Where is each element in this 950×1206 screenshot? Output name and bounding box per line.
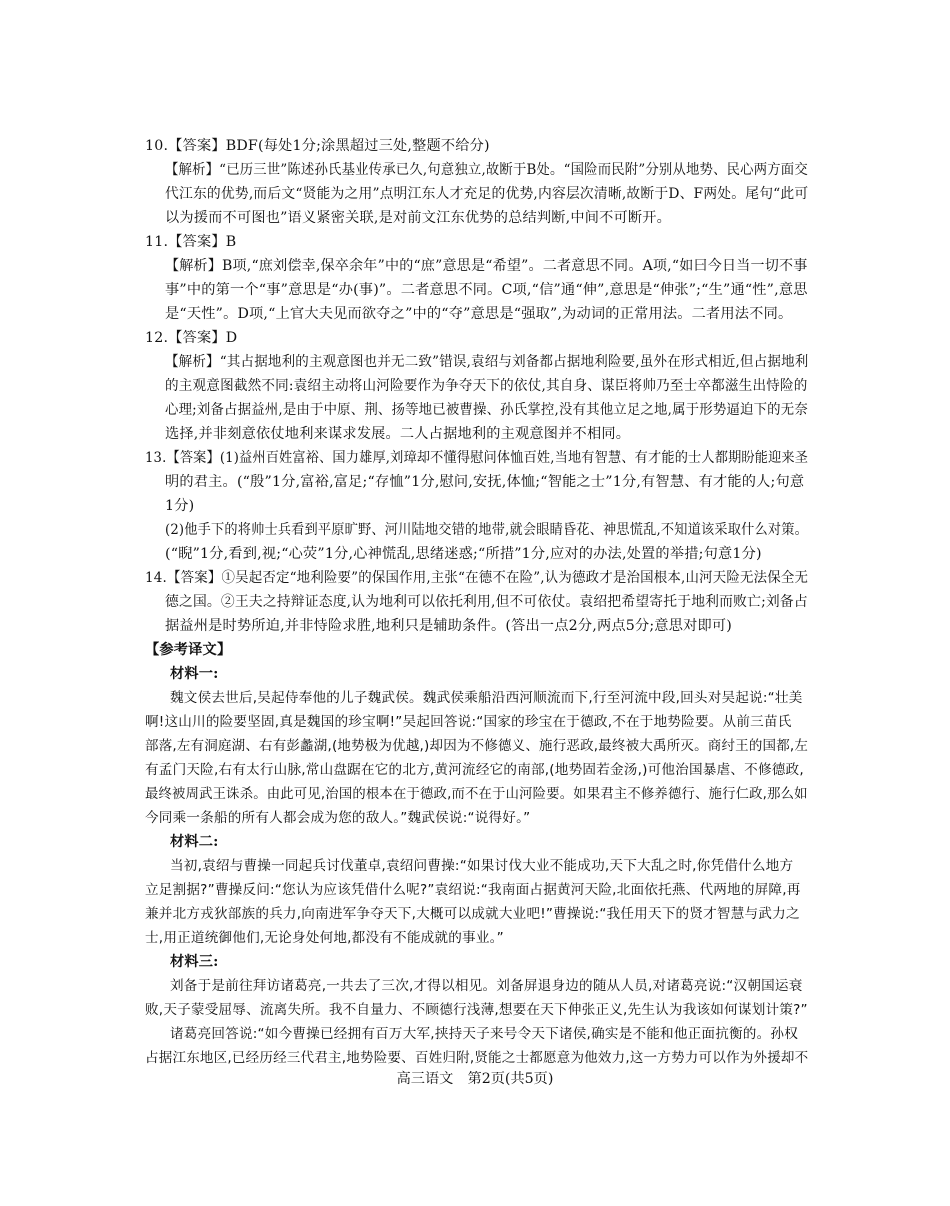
- text-line: 败,天子蒙受屈辱、流离失所。我不自量力、不顾德行浅薄,想要在天下伸张正义,先生认为我该如何谋划计策?”: [145, 1002, 808, 1018]
- text-line: 当初,袁绍与曹操一同起兵讨伐董卓,袁绍问曹操:“如果讨伐大业不能成功,天下大乱之时,你凭借什么地方: [170, 858, 794, 874]
- text-line: 兼并北方戎狄部族的兵力,向南进军争夺天下,大概可以成就大业吧!”曹操说:“我任用天下的贤才智慧与武力之: [145, 906, 800, 922]
- text-line: 事”中的第一个“事”意思是“办(事)”。二者意思不同。C项,“信”通“伸”,意思是“伸张”;“生”通“性”,意思: [165, 282, 808, 298]
- text-line: 啊!这山川的险要坚固,真是魏国的珍宝啊!”吴起回答说:“国家的珍宝在于德政,不在于地势险要。从前三苗氏: [145, 714, 792, 730]
- text-line: (2)他手下的将帅士兵看到平原旷野、河川陆地交错的地带,就会眼睛昏花、神思慌乱,不知道该采取什么对策。: [165, 522, 808, 538]
- text-line: 13.【答案】(1)益州百姓富裕、国力雄厚,刘璋却不懂得慰问体恤百姓,当地有智慧、有才能的士人都期盼能迎来圣: [145, 450, 809, 466]
- text-line: 今同乘一条船的所有人都会成为您的敌人。”魏武侯说:“说得好。”: [145, 810, 531, 826]
- text-line: 【参考译文】: [145, 642, 232, 658]
- text-line: 最终被周武王诛杀。由此可见,治国的根本在于德政,而不在于山河险要。如果君主不修养德行、施行仁政,那么如: [145, 786, 808, 802]
- text-line: 是“天性”。D项,“上官大夫见而欲夺之”中的“夺”意思是“强取”,为动词的正常用法。二者用法不同。: [165, 306, 793, 322]
- text-line: 德之国。②王夫之持辩证态度,认为地利可以依托利用,但不可依仗。袁绍把希望寄托于地利而败亡;刘备占: [165, 594, 808, 610]
- text-line: 心理;刘备占据益州,是由于中原、荆、扬等地已被曹操、孙氏掌控,没有其他立足之地,属于形势逼迫下的无奈: [165, 402, 808, 418]
- text-line: 魏文侯去世后,吴起侍奉他的儿子魏武侯。魏武侯乘船沿西河顺流而下,行至河流中段,回头对吴起说:“壮美: [170, 690, 803, 706]
- text-line: (“睨”1分,看到,视;“心荧”1分,心神慌乱,思绪迷惑;“所措”1分,应对的办法,处置的举措;句意1分): [165, 546, 762, 562]
- text-line: 立足割据?”曹操反问:“您认为应该凭借什么呢?”袁绍说:“我南面占据黄河天险,北面依托燕、代两地的屏障,再: [145, 882, 801, 898]
- text-line: 10.【答案】BDF(每处1分;涂黑超过三处,整题不给分): [145, 138, 490, 154]
- text-line: 材料三:: [170, 954, 219, 970]
- text-line: 1分): [165, 498, 195, 514]
- text-line: 刘备于是前往拜访诸葛亮,一共去了三次,才得以相见。刘备屏退身边的随从人员,对诸葛亮说:“汉朝国运衰: [170, 978, 803, 994]
- text-line: 14.【答案】①吴起否定“地利险要”的保国作用,主张“在德不在险”,认为德政才是治国根本,山河天险无法保全无: [145, 570, 809, 586]
- text-line: 诸葛亮回答说:“如今曹操已经拥有百万大军,挟持天子来号令天下诸侯,确实是不能和他正面抗衡的。孙权: [170, 1026, 798, 1042]
- text-line: 有孟门天险,右有太行山脉,常山盘踞在它的北方,黄河流经它的南部,(地势固若金汤,)可他治国暴虐、不修德政,: [145, 762, 804, 778]
- text-line: 的主观意图截然不同:袁绍主动将山河险要作为争夺天下的依仗,其自身、谋臣将帅乃至士卒都滋生出恃险的: [165, 378, 808, 394]
- text-line: 【解析】“已历三世”陈述孙氏基业传承已久,句意独立,故断于B处。“国险而民附”分别从地势、民心两方面交: [165, 162, 808, 178]
- text-line: 材料二:: [170, 834, 219, 850]
- text-line: 12.【答案】D: [145, 330, 238, 346]
- page-footer: 高三语文 第2页(共5页): [396, 1071, 554, 1087]
- text-line: 【解析】B项,“庶刘偿幸,保卒余年”中的“庶”意思是“希望”。二者意思不同。A项,“如曰今日当一切不事: [165, 258, 808, 274]
- text-line: 以为援而不可图也”语义紧密关联,是对前文江东优势的总结判断,中间不可断开。: [165, 210, 672, 226]
- text-line: 11.【答案】B: [145, 234, 237, 250]
- text-line: 部落,左有洞庭湖、右有彭蠡湖,(地势极为优越,)却因为不修德义、施行恶政,最终被大禹所灭。商纣王的国都,左: [145, 738, 809, 754]
- text-line: 代江东的优势,而后文“贤能为之用”点明江东人才充足的优势,内容层次清晰,故断于D、F两处。尾句“此可: [165, 186, 809, 202]
- text-line: 占据江东地区,已经历经三代君主,地势险要、百姓归附,贤能之士都愿意为他效力,这一方势力可以作为外援却不: [145, 1050, 809, 1066]
- text-line: 选择,并非刻意依仗地利来谋求发展。二人占据地利的主观意图并不相同。: [165, 426, 631, 442]
- text-line: 材料一:: [170, 666, 219, 682]
- text-line: 明的君主。(“殷”1分,富裕,富足;“存恤”1分,慰问,安抚,体恤;“智能之士”1分,有智慧、有才能的人;句意: [165, 474, 805, 490]
- text-line: 据益州是时势所迫,并非恃险求胜,地利只是辅助条件。(答出一点2分,两点5分;意思对即可): [165, 618, 732, 634]
- text-line: 士,用正道统御他们,无论身处何地,都没有不能成就的事业。”: [145, 930, 504, 946]
- text-line: 【解析】“其占据地利的主观意图也并无二致”错误,袁绍与刘备都占据地利险要,虽外在形式相近,但占据地利: [165, 354, 809, 370]
